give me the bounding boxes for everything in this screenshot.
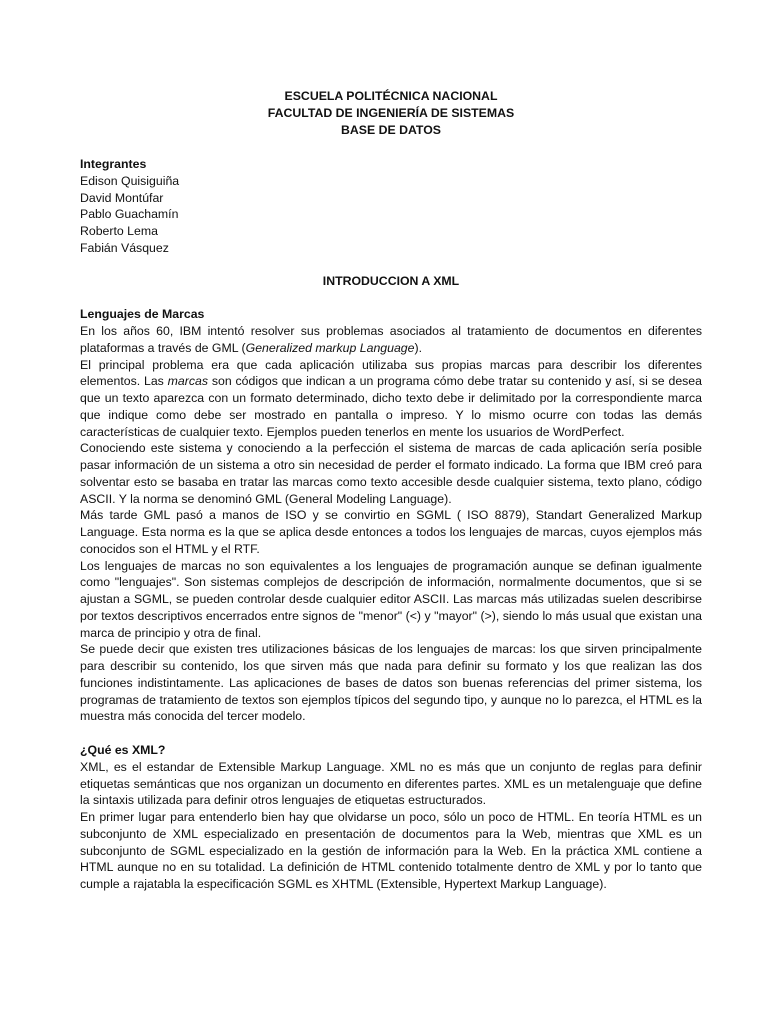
paragraph: Los lenguajes de marcas no son equivalentes a los lenguajes de programación aunque se definan igualmente como "lenguajes". Son sistemas complejos de descripción de información, normalmente documentos, que si se ajustan a SGML, se pueden controlar desde cualquier editor ASCII. Las marcas más utilizadas suelen describirse por textos descriptivos encerrados entre signos de "menor" (<) y "mayor" (>), siendo lo más usual que existan una marca de principio y otra de final. (80, 558, 702, 640)
document-page (80, 88, 702, 893)
member-name: Edison Quisiguiña (80, 173, 180, 188)
course-name: BASE DE DATOS (341, 123, 441, 137)
members-block (80, 156, 702, 257)
paragraph: XML, es el estandar de Extensible Markup Language. XML no es más que un conjunto de reglas para definir etiquetas semánticas que nos organizan un documento en diferentes partes. XML es un metalenguaje que define la sintaxis utilizada para definir otros lenguajes de etiquetas estructurados. (80, 759, 702, 808)
section-what-is-xml (80, 742, 702, 893)
paragraph: En primer lugar para entenderlo bien hay que olvidarse un poco, sólo un poco de HTML. En teoría HTML es un subconjunto de XML especializado en presentación de documentos para la Web, mientras que XML es un subconjunto de SGML especializado en la gestión de información para la Web. En la práctica XML contiene a HTML aunque no en su totalidad. La definición de HTML contenido totalmente dentro de XML y por lo tanto que cumple a rajatabla la especificación SGML es XHTML (Extensible, Hypertext Markup Language). (80, 810, 702, 891)
member-name: Pablo Guachamín (80, 207, 179, 222)
members-label: Integrantes (80, 157, 147, 171)
paragraph: Se puede decir que existen tres utilizaciones básicas de los lenguajes de marcas: los que sirven principalmente para describir su contenido, los que sirven más que nada para definir su formato y los que realizan las dos funciones indistintamente. Las aplicaciones de bases de datos son buenas referencias del primer sistema, los programas de tratamiento de textos son ejemplos típicos del segundo tipo, y aunque no lo parezca, el HTML es la muestra más conocida del tercer modelo. (80, 642, 702, 724)
paragraph: Conociendo este sistema y conociendo a la perfección el sistema de marcas de cada aplicación sería posible pasar información de un sistema a otro sin necesidad de perder el formato indicado. La forma que IBM creó para solventar esto se basaba en tratar las marcas como texto accesible desde cualquier sistema, texto plano, código ASCII. Y la norma se denominó GML (General Modeling Language). (80, 441, 702, 506)
document-title: INTRODUCCION A XML (322, 273, 460, 288)
institution-name: ESCUELA POLITÉCNICA NACIONAL (284, 89, 498, 103)
section-heading: ¿Qué es XML? (80, 743, 166, 757)
paragraph: En los años 60, IBM intentó resolver sus problemas asociados al tratamiento de documentos en diferentes plataformas a través de GML (Generalized markup Language). (80, 324, 702, 355)
document-header (80, 88, 702, 139)
member-name: David Montúfar (80, 190, 164, 205)
member-name: Roberto Lema (80, 224, 158, 238)
faculty-name: FACULTAD DE INGENIERÍA DE SISTEMAS (267, 106, 515, 120)
paragraph: Más tarde GML pasó a manos de ISO y se convirtio en SGML ( ISO 8879), Standart Generalized Markup Language. Esta norma es la que se aplica desde entonces a todos los lenguajes de marcas, cuyos ejemplos más conocidos son el HTML y el RTF. (80, 508, 702, 556)
member-name: Fabián Vásquez (80, 240, 169, 255)
paragraph: El principal problema era que cada aplicación utilizaba sus propias marcas para describir los diferentes elementos. Las marcas son códigos que indican a un programa cómo debe tratar su contenido y así, si se desea que un texto aparezca con un formato determinado, dicho texto debe ir delimitado por la correspondiente marca que indique como debe ser mostrado en pantalla o impreso. Y lo mismo ocurre con todas las demás características de cualquier texto. Ejemplos pueden tenerlos en mente los usuarios de WordPerfect. (80, 357, 702, 439)
section-markup-languages (80, 306, 702, 725)
section-heading: Lenguajes de Marcas (80, 307, 205, 322)
